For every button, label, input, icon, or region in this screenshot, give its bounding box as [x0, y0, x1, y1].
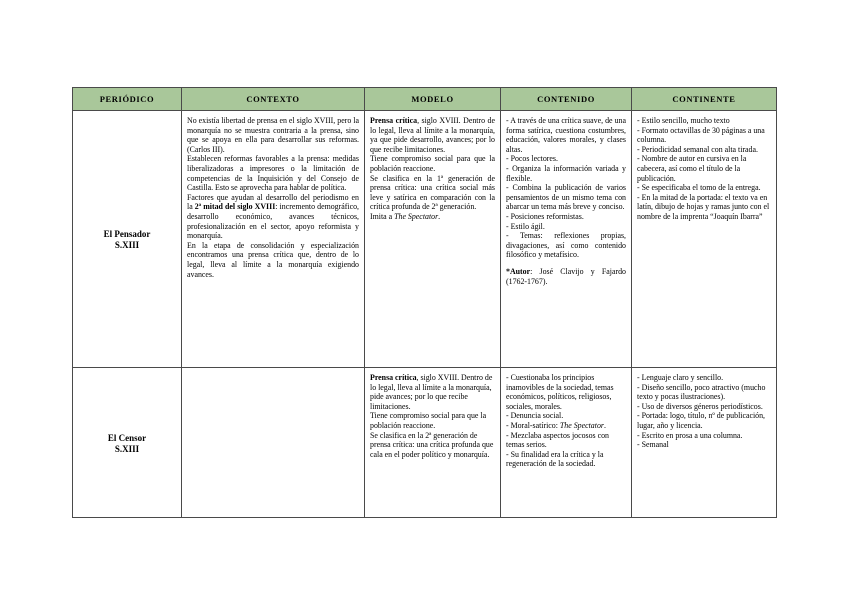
list-item: - Nombre de autor en cursiva en la cabecera, así como el título de la publicación.	[637, 154, 747, 183]
periodico-cell	[73, 368, 182, 518]
header-contexto: CONTEXTO	[182, 88, 365, 111]
list-item: - A través de una crítica suave, de una forma satírica, cuestiona costumbres, educación, valores morales, y clases altas.	[506, 116, 626, 154]
modelo-paragraph	[370, 116, 495, 154]
list-item: - Portada: logo, título, nº de publicación, lugar, año y licencia.	[637, 411, 766, 430]
list-item: - Semanal	[637, 440, 669, 450]
modelo-text: , siglo XVIII. Dentro de lo legal, lleva al límite a la monarquía, pide avances; por lo que recibe limitaciones.	[370, 373, 493, 411]
list-item: - Uso de diversos géneros periodísticos.	[637, 401, 763, 411]
periodico-century: S.XIII	[114, 443, 140, 454]
list-item: - Estilo ágil.	[506, 221, 545, 231]
contexto-paragraph: Establecen reformas favorables a la prensa: medidas liberalizadoras a impresores o la limitación de competencias de la Inquisición y del Consejo de Castilla. Esto se aprovecha para hablar de política.	[187, 154, 359, 193]
modelo-bold-text: Prensa crítica	[370, 373, 417, 382]
header-periodico: PERIÓDICO	[73, 88, 182, 111]
contexto-paragraph	[187, 193, 359, 241]
list-item: - Se especificaba el tomo de la entrega.	[637, 183, 761, 193]
list-item: - Temas: reflexiones propias, divagaciones, así como contenido filosófico y metafísico.	[506, 231, 626, 260]
list-item: - Diseño sencillo, poco atractivo (mucho texto y pocas ilustraciones).	[637, 382, 766, 402]
modelo-text: .	[438, 211, 441, 221]
author-line	[506, 267, 626, 286]
header-modelo: MODELO	[365, 88, 501, 111]
periodico-name: El Censor	[107, 432, 147, 443]
contexto-text: : incremento demográfico, desarrollo económico, avances técnicos, profesionalización en el sector, apoyo reformista y monarquía.	[187, 202, 359, 241]
modelo-cell	[365, 368, 501, 518]
list-item: - Combina la publicación de varios pensamientos de un mismo tema con abarcar un tema más breve y conciso.	[506, 183, 626, 212]
list-item: - Posiciones reformistas.	[506, 211, 584, 221]
modelo-italic-text: The Spectator	[394, 211, 439, 221]
modelo-paragraph: Tiene compromiso social para que la población reaccione.	[370, 411, 487, 430]
contenido-cell	[501, 111, 632, 368]
author-text: : José Clavijo y Fajardo (1762-1767).	[506, 266, 626, 286]
modelo-text: , siglo XVIII. Dentro de lo legal, lleva al límite a la monarquía, ya que pide desarrollo, avances; por lo que recibe limitaciones.	[370, 116, 495, 154]
list-item: - Denuncia social.	[506, 411, 564, 421]
comparison-table	[72, 87, 777, 518]
periodico-cell	[73, 111, 182, 368]
list-item: - En la mitad de la portada: el texto va en latín, dibujo de hojas y ramas junto con el nombre de la imprenta “Joaquín Ibarra”	[637, 192, 770, 221]
header-continente: CONTINENTE	[632, 88, 777, 111]
continente-cell	[632, 111, 777, 368]
list-item: - Cuestionaba los principios inamovibles de la sociedad, temas económicos, políticos, religiosos, sociales, morales.	[506, 373, 614, 411]
contexto-paragraph: No existía libertad de prensa en el siglo XVIII, pero la monarquía no se muestra contraria a la prensa, sino que se apoya en ella para desarrollar sus reformas. (Carlos III).	[187, 116, 359, 154]
table-row	[73, 368, 777, 518]
contexto-paragraph: En la etapa de consolidación y especialización encontramos una prensa crítica que, dentro de lo legal, lleva al límite a la monarquía exigiendo avances.	[187, 240, 359, 279]
contexto-cell	[182, 111, 365, 368]
modelo-text: Imita a	[370, 211, 395, 221]
modelo-paragraph: Se clasifica en la 2ª generación de prensa crítica: una crítica profunda que cala en el poder político y monarquía.	[370, 430, 494, 459]
periodico-name: El Pensador	[103, 229, 151, 239]
list-item-italic-text: The Spectator	[559, 420, 604, 430]
contexto-text: Factores que ayudan al desarrollo del periodismo en la	[187, 192, 359, 212]
list-item: - Lenguaje claro y sencillo.	[637, 373, 724, 382]
list-item: - Formato octavillas de 30 páginas a una columna.	[637, 125, 765, 145]
list-item: - Pocos lectores.	[506, 154, 558, 164]
list-item: - Estilo sencillo, mucho texto	[637, 116, 730, 125]
list-item-text: - Moral-satírico:	[506, 420, 560, 430]
header-contenido: CONTENIDO	[501, 88, 632, 111]
list-item-text: .	[603, 420, 606, 430]
list-item: - Organiza la información variada y flexible.	[506, 163, 626, 183]
list-item: - Escrito en prosa a una columna.	[637, 430, 743, 440]
list-item	[506, 421, 626, 431]
modelo-paragraph	[370, 212, 495, 222]
list-item: - Su finalidad era la crítica y la regeneración de la sociedad.	[506, 449, 604, 469]
author-label: *Autor	[506, 266, 531, 276]
contexto-bold-text: 2ª mitad del siglo XVIII	[194, 202, 276, 212]
continente-cell	[632, 368, 777, 518]
modelo-paragraph: Se clasifica en la 1ª generación de prensa crítica: una crítica social más leve y satírica en comparación con la crítica profunda de 2ª generación.	[370, 173, 495, 212]
modelo-bold-text: Prensa crítica	[370, 116, 418, 125]
periodico-century: S.XIII	[114, 240, 140, 250]
modelo-cell	[365, 111, 501, 368]
table-row	[73, 111, 777, 368]
contexto-cell	[182, 368, 365, 518]
list-item: - Periodicidad semanal con alta tirada.	[637, 144, 758, 154]
list-item: - Mezclaba aspectos jocosos con temas serios.	[506, 430, 609, 450]
modelo-paragraph: Tiene compromiso social para que la población reaccione.	[370, 154, 495, 173]
header-row	[73, 88, 777, 111]
modelo-paragraph	[370, 373, 495, 411]
contenido-cell	[501, 368, 632, 518]
